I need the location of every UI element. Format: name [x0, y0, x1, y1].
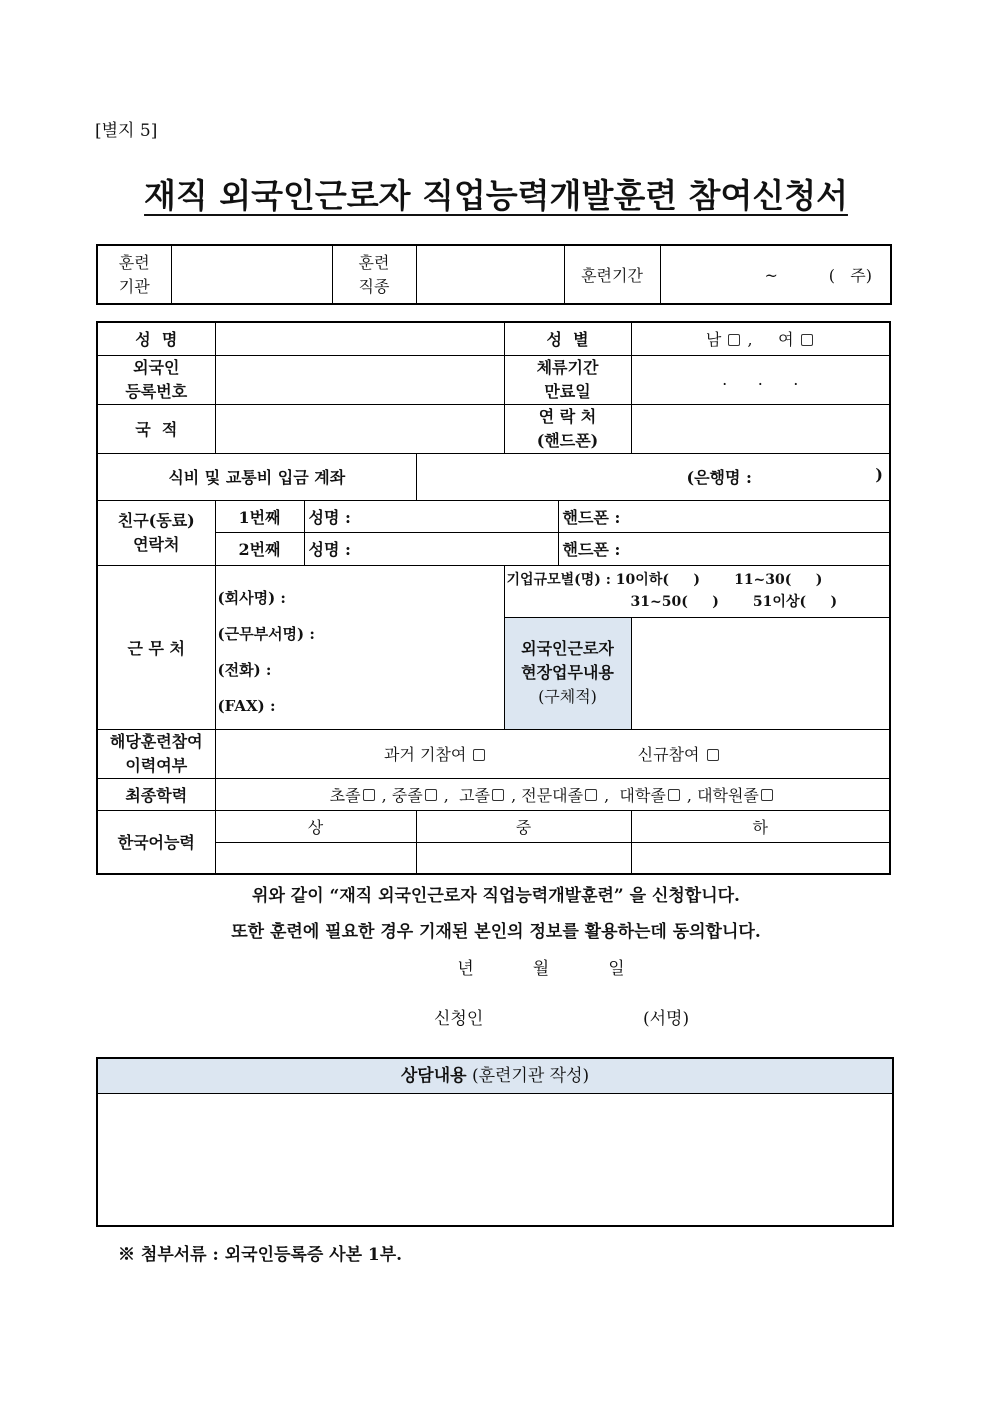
company-size-line-1: 기업규모별(명) : 10이하( ) 11~30( ): [506, 572, 823, 588]
signature-label[interactable]: (서명): [643, 1009, 690, 1029]
edu-graduate-label: 대학원졸: [697, 785, 759, 805]
edu-high-checkbox[interactable]: [492, 789, 504, 801]
education-label: 최종학력: [97, 778, 215, 810]
phone-field[interactable]: (전화) :: [217, 660, 272, 679]
period-label: 훈련기간: [564, 245, 660, 304]
history-label: 해당훈련참여 이력여부: [97, 729, 215, 778]
history-new-checkbox[interactable]: [707, 749, 719, 761]
date-line: [45, 954, 992, 979]
friend-second-label: 2번째: [215, 532, 304, 565]
date-year: 년: [457, 959, 474, 979]
date-month: 월: [532, 959, 550, 979]
company-size-field[interactable]: [504, 565, 890, 617]
name-label: 성 명: [97, 322, 215, 355]
workplace-field[interactable]: [215, 565, 504, 729]
korean-low-field[interactable]: [631, 842, 890, 874]
duty-label: 외국인근로자 현장업무내용 (구체적): [504, 617, 631, 729]
edu-university-label: 대학졸: [619, 785, 666, 805]
registration-field[interactable]: [215, 355, 504, 404]
edu-elementary-checkbox[interactable]: [363, 789, 375, 801]
korean-low-header: 하: [631, 810, 890, 842]
edu-middle-label: 중졸: [391, 785, 423, 805]
edu-college-label: 전문대졸: [521, 785, 584, 805]
institution-label: 훈련 기관: [97, 245, 171, 304]
job-label: 훈련 직종: [332, 245, 416, 304]
bank-close: ): [875, 465, 883, 484]
korean-mid-field[interactable]: [416, 842, 631, 874]
company-name-field[interactable]: (회사명) :: [217, 588, 286, 607]
job-field[interactable]: [416, 245, 564, 304]
korean-label: 한국어능력: [97, 810, 215, 874]
friend-second-name-field[interactable]: 성명 :: [304, 532, 558, 565]
consultation-field[interactable]: [98, 1094, 892, 1226]
company-size-line-2: 31~50( ) 51이상( ): [630, 594, 838, 610]
annex-label: [별지 5]: [95, 121, 158, 141]
date-day: 일: [608, 959, 625, 979]
gender-female-label: 여: [778, 330, 794, 350]
department-field[interactable]: (근무부서명) :: [217, 624, 315, 643]
contact-field[interactable]: [631, 404, 890, 453]
nationality-field[interactable]: [215, 404, 504, 453]
page-title: 재직 외국인근로자 직업능력개발훈련 참여신청서: [144, 176, 848, 215]
friend-contact-label: 친구(동료) 연락처: [97, 500, 215, 565]
edu-graduate-checkbox[interactable]: [761, 789, 773, 801]
friend-first-name-field[interactable]: 성명 :: [304, 500, 558, 532]
friend-first-label: 1번째: [215, 500, 304, 532]
history-past-checkbox[interactable]: [473, 749, 485, 761]
edu-elementary-label: 초졸: [329, 785, 361, 805]
fax-field[interactable]: (FAX) :: [217, 696, 276, 715]
registration-label: 외국인 등록번호: [97, 355, 215, 404]
attachment-note: ※ 첨부서류 : 외국인등록증 사본 1부.: [118, 1245, 403, 1265]
history-field: [215, 729, 890, 778]
gender-separator: ,: [747, 330, 753, 350]
duty-field[interactable]: [631, 617, 890, 729]
stay-expiry-field[interactable]: . . .: [631, 355, 890, 404]
history-new-label: 신규참여: [637, 745, 700, 764]
friend-first-phone-field[interactable]: 핸드폰 :: [558, 500, 890, 532]
edu-university-checkbox[interactable]: [668, 789, 680, 801]
statement-consent: 또한 훈련에 필요한 경우 기재된 본인의 정보를 활용하는데 동의합니다.: [231, 922, 761, 942]
account-label: 식비 및 교통비 입금 계좌: [97, 453, 416, 500]
edu-college-checkbox[interactable]: [585, 789, 597, 801]
gender-male-label: 남: [705, 330, 722, 350]
korean-high-field[interactable]: [215, 842, 416, 874]
contact-label: 연 락 처 (핸드폰): [504, 404, 631, 453]
account-field[interactable]: [416, 453, 890, 500]
gender-female-checkbox[interactable]: [801, 334, 813, 346]
consultation-header: 상담내용 (훈련기관 작성): [98, 1059, 892, 1094]
institution-field[interactable]: [171, 245, 332, 304]
korean-high-header: 상: [215, 810, 416, 842]
workplace-label: 근 무 처: [97, 565, 215, 729]
edu-middle-checkbox[interactable]: [425, 789, 437, 801]
edu-high-label: 고졸: [459, 785, 490, 805]
bank-name-label: (은행명 :: [686, 468, 752, 487]
gender-label: 성 별: [504, 322, 631, 355]
period-field[interactable]: ~ ( 주): [660, 245, 891, 304]
consultation-box: [96, 1057, 894, 1227]
nationality-label: 국 적: [97, 404, 215, 453]
gender-male-checkbox[interactable]: [728, 334, 740, 346]
korean-mid-header: 중: [416, 810, 631, 842]
stay-expiry-label: 체류기간 만료일: [504, 355, 631, 404]
friend-second-phone-field[interactable]: 핸드폰 :: [558, 532, 890, 565]
history-past-label: 과거 기참여: [383, 745, 467, 764]
training-header-table: [96, 244, 892, 305]
gender-field: [631, 322, 890, 355]
name-field[interactable]: [215, 322, 504, 355]
education-field: 초졸 , 중졸 , 고졸 , 전문대졸 , 대학졸 , 대학원졸: [215, 778, 890, 810]
applicant-label: 신청인: [434, 1009, 484, 1029]
applicant-form-table: [96, 321, 891, 875]
statement-apply: 위와 같이 “재직 외국인근로자 직업능력개발훈련” 을 신청합니다.: [252, 886, 740, 906]
